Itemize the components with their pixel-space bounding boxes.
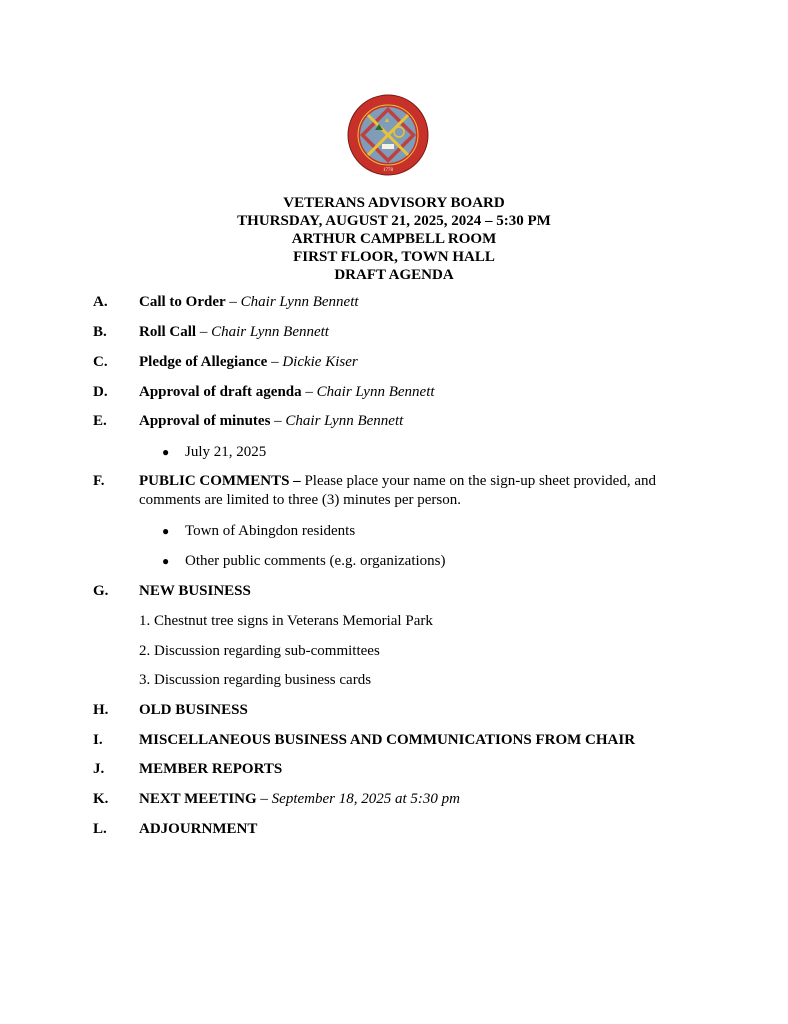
item-separator: – xyxy=(196,324,212,340)
item-separator: – xyxy=(256,791,272,807)
item-title: PUBLIC COMMENTS – xyxy=(139,473,301,489)
header-board-name: VETERANS ADVISORY BOARD xyxy=(283,195,505,211)
item-title: NEXT MEETING xyxy=(139,791,257,807)
item-separator: – xyxy=(267,354,283,370)
item-title: NEW BUSINESS xyxy=(139,583,251,599)
item-title: Approval of minutes xyxy=(139,413,271,429)
item-letter: B. xyxy=(93,324,107,340)
numbered-item-text: 2. Discussion regarding sub-committees xyxy=(139,643,380,659)
item-letter: L. xyxy=(93,821,107,837)
item-title: MEMBER REPORTS xyxy=(139,761,283,777)
item-description: Please place your name on the sign-up sheet provided, and xyxy=(300,473,656,489)
header-location: FIRST FLOOR, TOWN HALL xyxy=(293,249,495,265)
bullet-icon: ● xyxy=(162,524,170,538)
item-letter: F. xyxy=(93,473,105,489)
item-presenter: Chair Lynn Bennett xyxy=(285,413,404,429)
bullet-icon: ● xyxy=(162,445,170,459)
item-title: Pledge of Allegiance xyxy=(139,354,268,370)
item-separator: – xyxy=(225,294,241,310)
item-title: Approval of draft agenda xyxy=(139,384,302,400)
bullet-text: Town of Abingdon residents xyxy=(185,523,356,539)
bullet-text: July 21, 2025 xyxy=(185,444,267,460)
item-letter: C. xyxy=(93,354,108,370)
header-doc-type: DRAFT AGENDA xyxy=(334,267,454,283)
item-title: Roll Call xyxy=(139,324,197,340)
item-letter: D. xyxy=(93,384,108,400)
item-presenter: Dickie Kiser xyxy=(282,354,358,370)
header-date-time: THURSDAY, AUGUST 21, 2025, 2024 – 5:30 PM xyxy=(237,213,551,229)
item-description-continued: comments are limited to three (3) minutes per person. xyxy=(139,492,461,508)
bullet-icon: ● xyxy=(162,554,170,568)
numbered-item-text: 3. Discussion regarding business cards xyxy=(139,672,372,688)
item-presenter: Chair Lynn Bennett xyxy=(211,324,329,340)
item-separator: – xyxy=(270,413,286,429)
item-title: ADJOURNMENT xyxy=(139,821,258,837)
item-letter: I. xyxy=(93,732,103,748)
item-presenter: Chair Lynn Bennett xyxy=(240,294,359,310)
item-title: MISCELLANEOUS BUSINESS AND COMMUNICATIONS FROM CHAIR xyxy=(139,732,636,748)
item-letter: K. xyxy=(93,791,109,807)
item-title: Call to Order xyxy=(139,294,226,310)
item-presenter: Chair Lynn Bennett xyxy=(316,384,435,400)
bullet-text: Other public comments (e.g. organizations) xyxy=(185,553,446,569)
svg-text:1778: 1778 xyxy=(383,168,393,173)
numbered-item-text: 1. Chestnut tree signs in Veterans Memorial Park xyxy=(139,613,433,629)
agenda-header xyxy=(0,194,788,284)
item-title: OLD BUSINESS xyxy=(139,702,248,718)
item-letter: H. xyxy=(93,702,109,718)
header-room: ARTHUR CAMPBELL ROOM xyxy=(291,231,497,247)
item-letter: A. xyxy=(93,294,108,310)
item-separator: – xyxy=(301,384,317,400)
item-letter: G. xyxy=(93,583,109,599)
item-letter: E. xyxy=(93,413,107,429)
item-letter: J. xyxy=(93,761,105,777)
item-detail: September 18, 2025 at 5:30 pm xyxy=(271,791,460,807)
town-seal-logo xyxy=(347,94,429,176)
